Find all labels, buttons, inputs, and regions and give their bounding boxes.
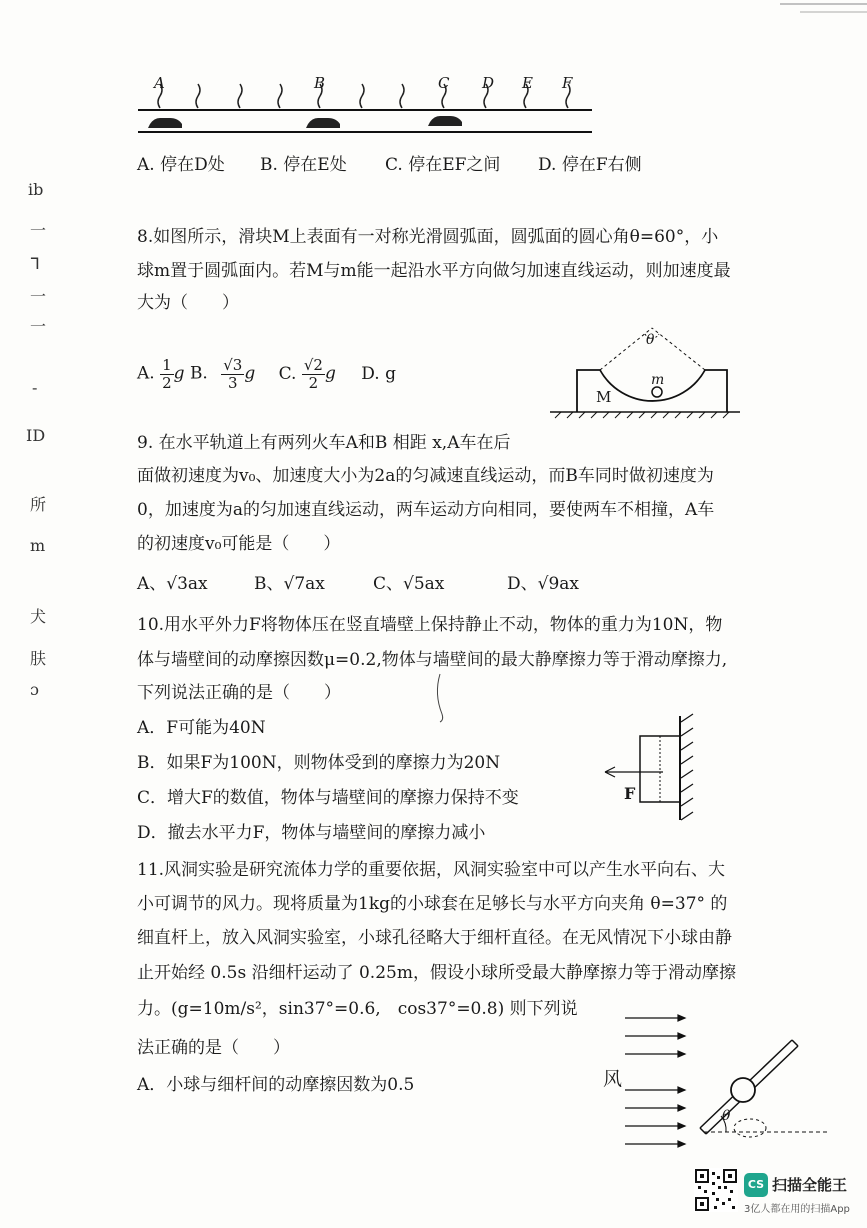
q8-fig-M: M [596, 388, 612, 406]
watermark-app-name: 扫描全能王 [772, 1176, 848, 1194]
q8-option-d: D. g [361, 363, 396, 384]
q10-option-b: B．如果F为100N，则物体受到的摩擦力为20N [137, 753, 501, 773]
q8-option-c-fraction: $\frac{√2}{2}$ [303, 356, 323, 392]
q9-line-1: 9. 在水平轨道上有两列火车A和B 相距 x,A车在后 [137, 433, 511, 453]
q11-line-6: 法正确的是（ ） [137, 1038, 290, 1058]
camscanner-logo-icon: CS [744, 1173, 768, 1197]
q9-option-a: A、√3ax [137, 574, 208, 594]
q8-option-b-label: B. [189, 363, 208, 384]
q11-line-5: 力。(g=10m/s²，sin37°=0.6, cos37°=0.8) 则下列说 [137, 999, 578, 1019]
watermark-tagline: 3亿人都在用的扫描App [744, 1204, 850, 1215]
wind-tunnel-figure [620, 1010, 835, 1160]
q8-option-b-fraction: $\frac{√3}{3}$ [223, 356, 243, 392]
q10-option-c: C．增大F的数值，物体与墙壁间的摩擦力保持不变 [137, 788, 519, 808]
q10-option-d: D．撤去水平力F，物体与墙壁间的摩擦力减小 [137, 823, 486, 843]
edge-mark: 肤 [30, 649, 47, 668]
q11-option-a: A．小球与细杆间的动摩擦因数为0.5 [137, 1075, 415, 1095]
q7-option-b: B. 停在E处 [260, 155, 347, 175]
edge-mark: 犬 [30, 607, 47, 626]
qr-code-icon [694, 1168, 738, 1212]
q9-option-c: C、√5ax [373, 574, 445, 594]
q11-fig-wind: 风 [603, 1068, 623, 1090]
label-C: C [438, 74, 450, 92]
label-F: F [562, 74, 573, 92]
edge-mark: ɔ [30, 680, 39, 699]
edge-mark: 一 [30, 287, 47, 306]
label-B: B [314, 74, 326, 92]
q8-option-a-label: A. [137, 363, 155, 384]
q11-line-3: 细直杆上，放入风洞实验室，小球孔径略大于细杆直径。在无风情况下小球由静 [137, 928, 732, 948]
q7-option-d: D. 停在F右侧 [538, 155, 642, 175]
q9-line-3: 0，加速度为a的匀加速直线运动，两车运动方向相同，要使两车不相撞，A车 [137, 500, 715, 520]
slider-arc-figure [545, 320, 745, 420]
q10-line-3: 下列说法正确的是（ ） [137, 683, 341, 703]
q8-option-a-fraction: $\frac{1}{2}$ [162, 356, 172, 392]
label-A: A [154, 74, 165, 92]
q8-line-2: 球m置于圆弧面内。若M与m能一起沿水平方向做匀加速直线运动，则加速度最 [137, 261, 731, 281]
q10-line-1: 10.用水平外力F将物体压在竖直墙壁上保持静止不动，物体的重力为10N，物 [137, 615, 723, 635]
q8-line-1: 8.如图所示，滑块M上表面有一对称光滑圆弧面，圆弧面的圆心角θ=60°，小 [137, 227, 719, 247]
q8-fig-m: m [651, 372, 665, 388]
edge-mark: ᒣ [30, 254, 40, 273]
q11-line-2: 小可调节的风力。现将质量为1kg的小球套在足够长与水平方向夹角 θ=37° 的 [137, 894, 728, 914]
edge-mark: 所 [30, 495, 47, 514]
edge-mark: 一 [30, 317, 47, 336]
edge-mark: - [32, 378, 38, 397]
q8-fig-theta: θ [646, 332, 655, 348]
q10-option-a: A．F可能为40N [137, 718, 266, 738]
scan-corner-lines [780, 0, 867, 20]
edge-mark: 一 [30, 221, 47, 240]
edge-mark: ib [28, 180, 44, 199]
q7-option-a: A. 停在D处 [137, 155, 225, 175]
q9-option-d: D、√9ax [507, 574, 580, 594]
edge-mark: ID [26, 426, 46, 445]
q7-option-c: C. 停在EF之间 [385, 155, 501, 175]
q10-fig-F: F [624, 784, 636, 803]
q9-line-2: 面做初速度为v₀、加速度大小为2a的匀减速直线运动，而B车同时做初速度为 [137, 466, 714, 486]
label-D: D [482, 74, 495, 92]
q9-line-4: 的初速度v₀可能是（ ） [137, 534, 341, 554]
q11-line-4: 止开始经 0.5s 沿细杆运动了 0.25m，假设小球所受最大静摩擦力等于滑动摩擦 [137, 963, 736, 983]
q8-line-3: 大为（ ） [137, 293, 239, 313]
label-E: E [522, 74, 533, 92]
wall-block-figure [595, 712, 715, 824]
q11-fig-theta: θ [722, 1108, 731, 1124]
q8-options: A. $\frac{1}{2}$ g B. $\frac{√3}{3}$ g C. $\frac{√2}{2}$ g D. g [137, 356, 396, 392]
edge-mark: m [30, 536, 46, 555]
q9-option-b: B、√7ax [254, 574, 325, 594]
pen-mark [430, 672, 450, 732]
q8-option-c-label: C. [278, 363, 297, 384]
q10-line-2: 体与墙壁间的动摩擦因数μ=0.2,物体与墙壁间的最大静摩擦力等于滑动摩擦力, [137, 650, 728, 670]
q11-line-1: 11.风洞实验是研究流体力学的重要依据，风洞实验室中可以产生水平向右、大 [137, 860, 726, 880]
